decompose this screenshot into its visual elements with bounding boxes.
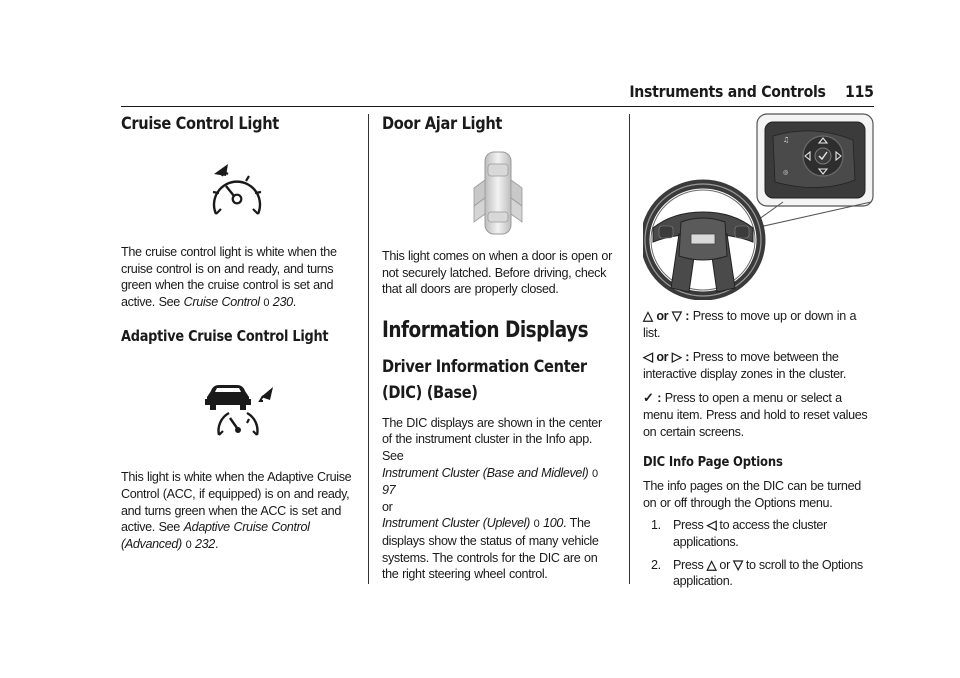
options-steps-list bbox=[643, 517, 875, 589]
column-divider-1 bbox=[368, 114, 369, 584]
list-item: 2. Press △ or ▽ to scroll to the Options application. bbox=[651, 556, 863, 589]
dic-info-page-options-heading: DIC Info Page Options bbox=[643, 454, 783, 471]
column-1 bbox=[121, 110, 353, 553]
instrument-cluster-uplevel-reference[interactable]: Instrument Cluster (Uplevel) 0 100 bbox=[382, 516, 564, 531]
adaptive-cruise-light-icon bbox=[121, 383, 353, 439]
right-arrow-button-icon: ▷ bbox=[671, 349, 682, 365]
steering-wheel-controls-illustration bbox=[643, 110, 875, 300]
reference-arrow-icon: 0 bbox=[592, 467, 598, 480]
up-down-instruction: △ or ▽ : Press to move up or down in a list. bbox=[643, 308, 857, 340]
cruise-control-reference[interactable]: Cruise Control 0 230 bbox=[183, 294, 293, 309]
up-arrow-button-icon: △ bbox=[706, 556, 717, 572]
checkmark-button-icon: ✓ bbox=[643, 390, 654, 406]
down-arrow-button-icon: ▽ bbox=[671, 308, 682, 323]
door-ajar-paragraph: This light comes on when a door is open or not securely latched. Before driving, check that all doors are properly closed. bbox=[382, 249, 612, 297]
acc-paragraph: This light is white when the Adaptive Cruise Control (ACC, if equipped) is on and ready, and turns green when the ACC is set and active. See Adaptive Cruise Control (Advanced) 0 232. bbox=[121, 470, 352, 551]
running-header bbox=[630, 82, 874, 101]
door-ajar-light-icon bbox=[382, 150, 614, 236]
information-displays-heading: Information Displays bbox=[382, 317, 589, 343]
reference-arrow-icon: 0 bbox=[263, 296, 270, 309]
column-2 bbox=[382, 110, 614, 583]
list-item: 1. Press ◁ to access the cluster applications. bbox=[651, 517, 827, 549]
section-title: Instruments and Controls bbox=[629, 82, 827, 101]
cruise-control-heading: Cruise Control Light bbox=[121, 114, 279, 134]
door-ajar-heading: Door Ajar Light bbox=[382, 114, 503, 134]
left-arrow-button-icon: ◁ bbox=[643, 349, 653, 365]
left-arrow-button-icon: ◁ bbox=[706, 517, 717, 533]
dic-base-heading-line1: Driver Information Center bbox=[382, 356, 587, 377]
acc-heading: Adaptive Cruise Control Light bbox=[121, 327, 329, 346]
reference-arrow-icon: 0 bbox=[185, 538, 192, 551]
page-number: 115 bbox=[845, 82, 874, 101]
down-arrow-button-icon: ▽ bbox=[733, 556, 743, 572]
cruise-control-light-icon bbox=[121, 162, 353, 224]
instrument-cluster-base-reference[interactable]: Instrument Cluster (Base and Midlevel) 0 97 bbox=[382, 465, 598, 498]
header-rule bbox=[121, 106, 874, 107]
svg-text:♫: ♫ bbox=[783, 136, 790, 144]
column-3 bbox=[643, 110, 875, 596]
reference-arrow-icon: 0 bbox=[533, 518, 540, 531]
column-divider-2 bbox=[629, 114, 630, 584]
select-instruction: ✓ : Press to open a menu or select a menu item. Press and hold to reset values on certain screens. bbox=[643, 390, 868, 439]
options-paragraph: The info pages on the DIC can be turned on or off through the Options menu. bbox=[643, 479, 861, 510]
cruise-control-paragraph: The cruise control light is white when the cruise control is on and ready, and turns green when the cruise control is set and active. See Cruise Control 0 230. bbox=[121, 245, 337, 309]
dic-base-heading-line2: (DIC) (Base) bbox=[382, 382, 478, 403]
left-right-instruction: ◁ or ▷ : Press to move between the interactive display zones in the cluster. bbox=[643, 349, 847, 381]
acc-reference[interactable]: Adaptive Cruise Control (Advanced) 0 232 bbox=[121, 520, 310, 551]
up-arrow-button-icon: △ bbox=[643, 308, 653, 323]
svg-text:◎: ◎ bbox=[783, 169, 789, 176]
dic-base-paragraph: The DIC displays are shown in the center of the instrument cluster in the Info app. See Instrument Cluster (Base and Midlevel) 0 97 or Instrument Cluster (Uplevel) 0 100. The displays show the status of many vehicle systems. The controls for the DIC are on the right steering wheel control. bbox=[382, 415, 602, 582]
